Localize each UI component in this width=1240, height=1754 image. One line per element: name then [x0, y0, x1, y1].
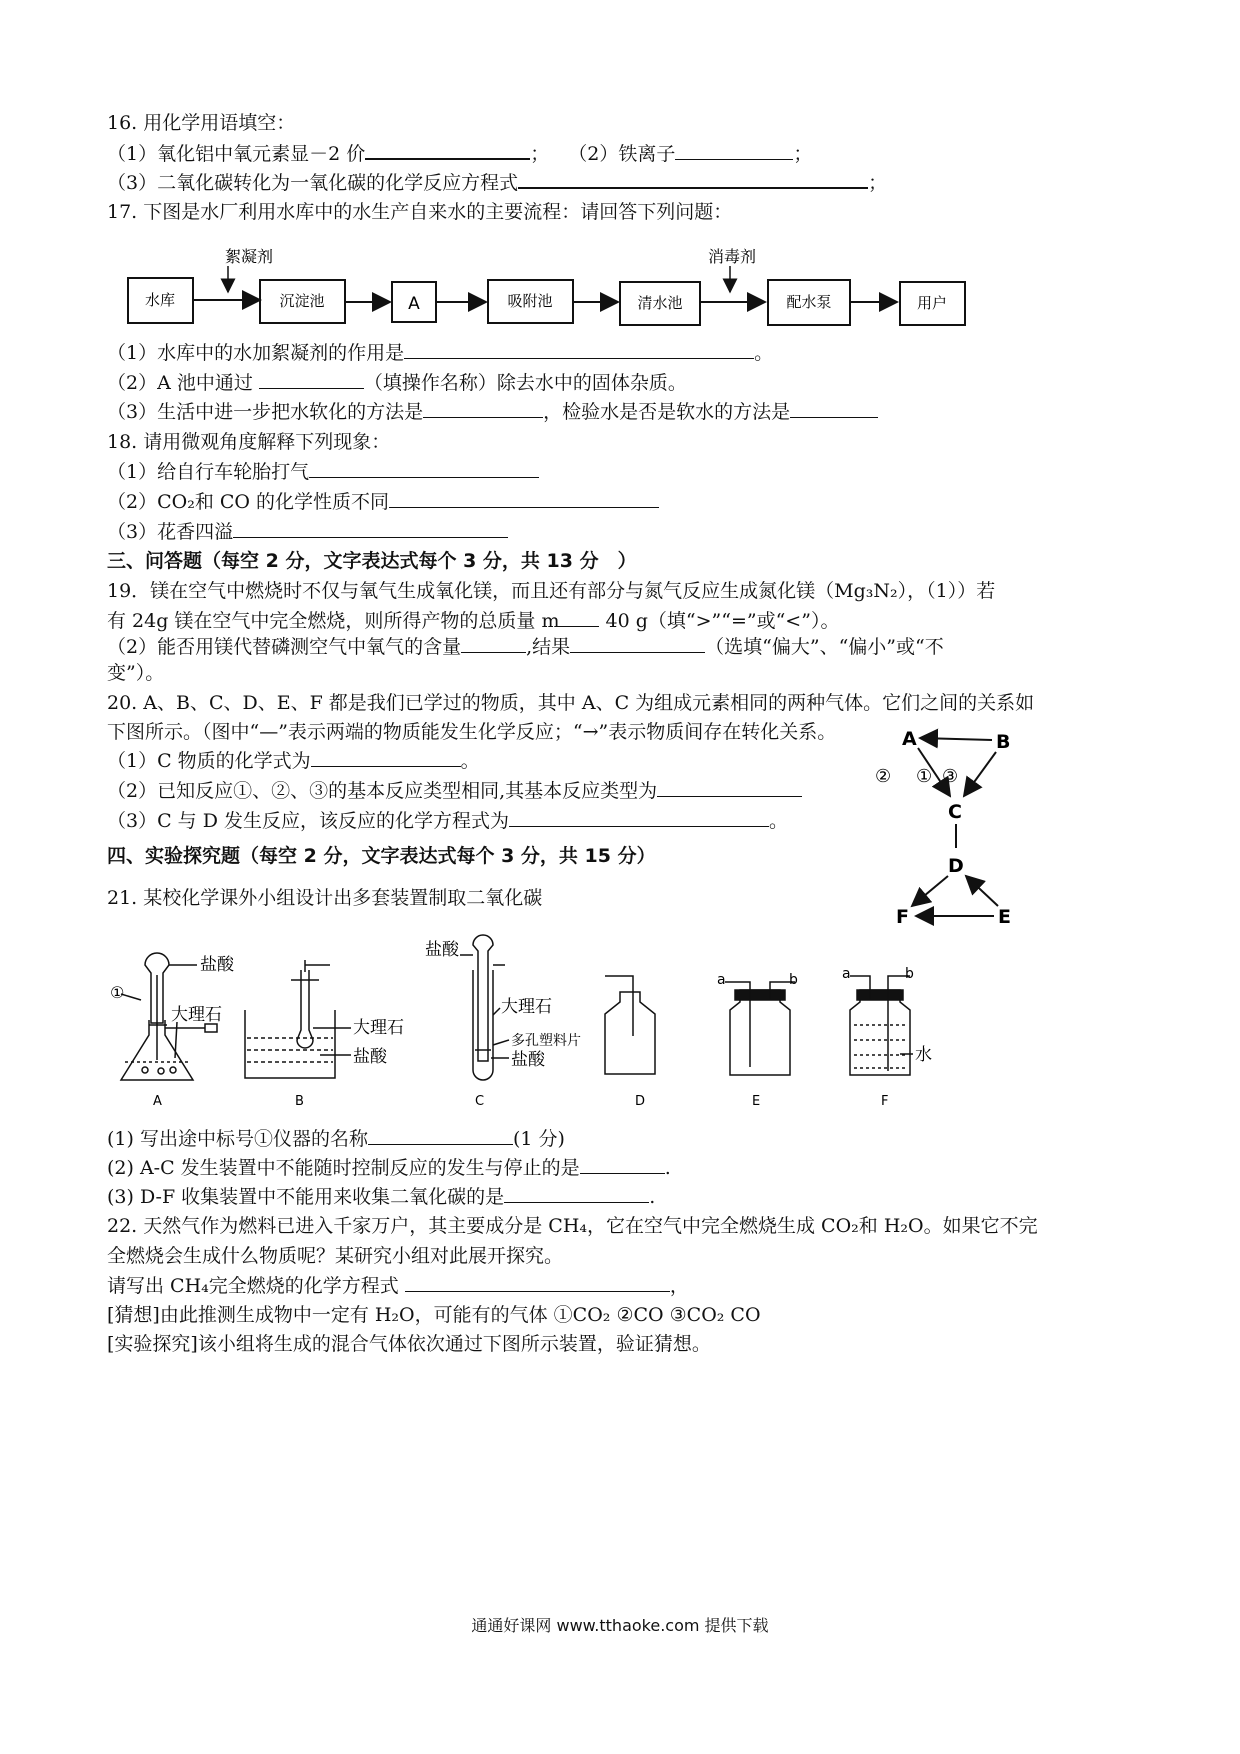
mark-1: ① — [916, 766, 933, 787]
label-porous-plate: 多孔塑料片 — [511, 1033, 581, 1049]
additive-disinfectant: 消毒剂 — [708, 247, 757, 266]
apparatus-f — [850, 976, 913, 1075]
q16-line1 — [107, 140, 812, 167]
q16-title: 16. 用化学用语填空： — [107, 112, 296, 134]
q21-blank1[interactable] — [368, 1126, 513, 1145]
q17-blank1[interactable] — [404, 340, 754, 359]
q20-line1: 20. A、B、C、D、E、F 都是我们已学过的物质，其中 A、C 为组成元素相同的两种气体。它们之间的关系如 — [107, 692, 1035, 714]
apparatus-label-d: D — [635, 1094, 646, 1109]
label-hcl-c-top: 盐酸 — [425, 940, 459, 960]
flow-box-a — [392, 282, 436, 322]
svg-text:吸附池: 吸附池 — [507, 292, 553, 310]
q21-p2: (2) A-C 发生装置中不能随时控制反应的发生与停止的是 . — [107, 1157, 671, 1179]
mark-3: ③ — [942, 766, 959, 787]
apparatus-label-a: A — [153, 1094, 162, 1109]
q21-p3: (3) D-F 收集装置中不能用来收集二氧化碳的是 . — [107, 1186, 656, 1208]
q16-end3: ； — [868, 172, 888, 194]
q20-p1: （1）C 物质的化学式为 。 — [107, 750, 480, 772]
q20-relation-diagram — [875, 720, 1140, 940]
label-water: 水 — [915, 1045, 932, 1065]
q22-line4: [猜想]由此推测生成物中一定有 H₂O，可能有的气体 ①CO₂ ②CO ③CO₂ CO — [107, 1304, 761, 1326]
node-b: B — [996, 731, 1011, 753]
co2-apparatus-figure — [105, 930, 1005, 1115]
q16-part3: （3）二氧化碳转化为一氧化碳的化学反应方程式 — [107, 172, 519, 194]
apparatus-label-c: C — [475, 1094, 485, 1109]
q19-blank2[interactable] — [461, 634, 526, 653]
additive-flocculant: 絮凝剂 — [225, 247, 274, 266]
q17-blank4[interactable] — [790, 399, 878, 418]
apparatus-label-f: F — [881, 1094, 889, 1109]
q18-blank1[interactable] — [309, 459, 539, 478]
q21-blank2[interactable] — [580, 1155, 665, 1174]
q21-title: 21. 某校化学课外小组设计出多套装置制取二氧化碳 — [107, 887, 543, 909]
q20-blank3[interactable] — [509, 808, 769, 827]
q19-line3: （2）能否用镁代替磷测空气中氧气的含量 ,结果 （选填“偏大”、“偏小”或“不 — [107, 636, 944, 658]
svg-text:水库: 水库 — [144, 291, 176, 309]
q22-line5: [实验探究]该小组将生成的混合气体依次通过下图所示装置，验证猜想。 — [107, 1333, 711, 1355]
q19-line2: 有 24g 镁在空气中完全燃烧，则所得产物的总质量 m 40 g（填“>”“=”或“<”）。 — [107, 610, 840, 632]
q22-line3: 请写出 CH₄完全燃烧的化学方程式 ， — [107, 1275, 689, 1297]
q16-line3 — [107, 169, 887, 196]
q19-blank3[interactable] — [570, 634, 705, 653]
q18-blank2[interactable] — [389, 489, 659, 508]
node-f: F — [896, 906, 909, 928]
label-hcl-b: 盐酸 — [353, 1047, 387, 1067]
section-4-heading: 四、实验探究题（每空 2 分，文字表达式每个 3 分，共 15 分） — [107, 845, 656, 867]
q17-p3: （3）生活中进一步把水软化的方法是 ，检验水是否是软水的方法是 — [107, 399, 878, 425]
q16-blank2[interactable] — [675, 141, 793, 160]
q17-blank3[interactable] — [423, 399, 543, 418]
apparatus-label-e: E — [752, 1094, 761, 1109]
node-d: D — [948, 855, 964, 877]
q18-p3: （3）花香四溢 — [107, 519, 508, 545]
node-e: E — [998, 906, 1011, 928]
q20-p3: （3）C 与 D 发生反应，该反应的化学方程式为 。 — [107, 810, 788, 832]
q22-line2: 全燃烧会生成什么物质呢？某研究小组对此展开探究。 — [107, 1245, 564, 1267]
q22-line1: 22. 天然气作为燃料已进入千家万户，其主要成分是 CH₄，它在空气中完全燃烧生成 CO₂和 H₂O。如果它不完 — [107, 1215, 1038, 1237]
q16-blank1[interactable] — [365, 140, 530, 160]
svg-text:A: A — [408, 294, 420, 314]
q17-title: 17. 下图是水厂利用水库中的水生产自来水的主要流程：请回答下列问题： — [107, 201, 733, 223]
q17-p1: （1）水库中的水加絮凝剂的作用是 。 — [107, 342, 774, 364]
label-hcl-c: 盐酸 — [511, 1050, 545, 1070]
node-a: A — [902, 728, 917, 750]
q16-part2: （2）铁离子 — [577, 143, 676, 165]
label-a-f: a — [842, 966, 851, 982]
page-footer: 通通好课网 www.tthaoke.com 提供下载 — [471, 1616, 769, 1635]
apparatus-label-b: B — [295, 1094, 304, 1109]
flow-box-reservoir — [128, 278, 193, 323]
section-3-heading: 三、问答题（每空 2 分，文字表达式每个 3 分，共 13 分 ） — [107, 550, 637, 572]
flow-box-clearwater — [620, 282, 700, 325]
label-marble-a: 大理石 — [171, 1005, 222, 1025]
node-c: C — [948, 801, 962, 823]
flow-box-sedimentation — [260, 280, 345, 323]
label-b-e: b — [789, 972, 798, 988]
flow-box-pump — [768, 280, 850, 325]
q16-sep: ； — [530, 143, 540, 165]
label-hcl-a: 盐酸 — [200, 955, 234, 975]
label-b-f: b — [905, 966, 914, 982]
q16-part1: （1）氧化铝中氧元素显－2 价 — [107, 143, 366, 165]
q18-p2: （2）CO₂和 CO 的化学性质不同 — [107, 489, 659, 515]
label-circle1: ① — [110, 983, 125, 1002]
q20-p2: （2）已知反应①、②、③的基本反应类型相同,其基本反应类型为 — [107, 778, 802, 804]
q17-blank2[interactable] — [259, 370, 364, 389]
q21-blank3[interactable] — [504, 1184, 649, 1203]
water-treatment-flowchart — [110, 240, 990, 340]
q20-blank2[interactable] — [657, 778, 802, 797]
apparatus-b — [245, 960, 351, 1078]
q19-line1: 19．镁在空气中燃烧时不仅与氧气生成氧化镁，而且还有部分与氮气反应生成氮化镁（Mg₃N₂），（1））若 — [107, 580, 996, 602]
q17-p2: （2）A 池中通过 （填操作名称）除去水中的固体杂质。 — [107, 372, 687, 394]
svg-text:用户: 用户 — [916, 294, 948, 312]
q21-p1: (1) 写出途中标号①仪器的名称 (1 分) — [107, 1128, 565, 1150]
q19-line4: 变”）。 — [107, 662, 165, 684]
svg-text:沉淀池: 沉淀池 — [279, 292, 325, 310]
label-marble-b: 大理石 — [353, 1018, 404, 1038]
apparatus-e — [725, 982, 795, 1075]
q18-blank3[interactable] — [233, 519, 508, 538]
q16-end2: ； — [793, 143, 813, 165]
q20-blank1[interactable] — [311, 748, 461, 767]
mark-2: ② — [875, 766, 892, 787]
flow-box-adsorption — [488, 280, 573, 323]
q18-title: 18. 请用微观角度解释下列现象： — [107, 431, 391, 453]
label-marble-c: 大理石 — [501, 997, 552, 1017]
q22-blank1[interactable] — [405, 1273, 670, 1292]
apparatus-d — [605, 976, 655, 1074]
q18-p1: （1）给自行车轮胎打气 — [107, 459, 539, 485]
label-a-e: a — [717, 972, 726, 988]
q20-line2: 下图所示。（图中“—”表示两端的物质能发生化学反应；“→”表示物质间存在转化关系。 — [107, 721, 837, 743]
svg-text:配水泵: 配水泵 — [786, 293, 832, 311]
q16-blank3[interactable] — [518, 169, 868, 189]
svg-text:清水池: 清水池 — [637, 294, 683, 312]
flow-box-user — [900, 282, 965, 325]
q19-blank1[interactable] — [559, 608, 599, 627]
